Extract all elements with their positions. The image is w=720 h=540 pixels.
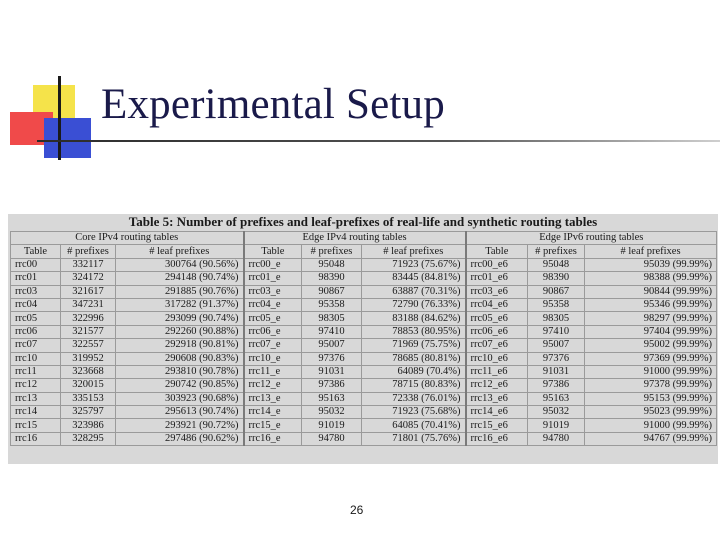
table-cell: 323668 — [61, 365, 116, 378]
group-header: Edge IPv4 routing tables — [244, 232, 466, 245]
table-cell: rrc15_e6 — [466, 419, 528, 432]
table-cell: rrc10 — [11, 352, 61, 365]
table-cell: 321577 — [61, 325, 116, 338]
table-body — [11, 258, 717, 445]
table-cell: 72338 (76.01%) — [362, 392, 466, 405]
table-cell: rrc16_e6 — [466, 432, 528, 445]
title-underline — [37, 140, 720, 142]
column-header-row — [11, 245, 717, 258]
slide-title: Experimental Setup — [101, 81, 445, 128]
table-cell: 98388 (99.99%) — [585, 272, 717, 285]
table-cell: 322996 — [61, 312, 116, 325]
table-cell: rrc00_e6 — [466, 258, 528, 271]
table-cell: rrc11 — [11, 365, 61, 378]
table-cell: 94767 (99.99%) — [585, 432, 717, 445]
table-cell: 95039 (99.99%) — [585, 258, 717, 271]
table-cell: 71969 (75.75%) — [362, 339, 466, 352]
table-cell: rrc01_e — [244, 272, 302, 285]
table-cell: 64089 (70.4%) — [362, 365, 466, 378]
table-cell: 95002 (99.99%) — [585, 339, 717, 352]
table-cell: 98390 — [302, 272, 362, 285]
table-cell: 91019 — [528, 419, 585, 432]
table-cell: 293810 (90.78%) — [116, 365, 244, 378]
table-cell: rrc01 — [11, 272, 61, 285]
table-cell: rrc06_e6 — [466, 325, 528, 338]
table-cell: rrc07_e6 — [466, 339, 528, 352]
table-cell: 95163 — [528, 392, 585, 405]
table-cell: 293099 (90.74%) — [116, 312, 244, 325]
table-cell: rrc04_e6 — [466, 298, 528, 311]
table-cell: 71923 (75.67%) — [362, 258, 466, 271]
table-cell: rrc06 — [11, 325, 61, 338]
table-caption: Table 5: Number of prefixes and leaf-prefixes of real-life and synthetic routing tables — [128, 214, 598, 229]
table-cell: 63887 (70.31%) — [362, 285, 466, 298]
table-cell: rrc04_e — [244, 298, 302, 311]
table-row — [11, 339, 717, 352]
table-cell: 91031 — [302, 365, 362, 378]
table-cell: 71923 (75.68%) — [362, 406, 466, 419]
table-cell: rrc14_e6 — [466, 406, 528, 419]
column-header: # leaf prefixes — [585, 245, 717, 258]
table-cell: 319952 — [61, 352, 116, 365]
table-row — [11, 272, 717, 285]
table-row — [11, 258, 717, 271]
group-header-row — [11, 232, 717, 245]
table-cell: rrc15_e — [244, 419, 302, 432]
table-cell: 72790 (76.33%) — [362, 298, 466, 311]
table-cell: 317282 (91.37%) — [116, 298, 244, 311]
table-cell: rrc10_e6 — [466, 352, 528, 365]
table-cell: rrc03_e — [244, 285, 302, 298]
table-cell: 98297 (99.99%) — [585, 312, 717, 325]
table-cell: 91000 (99.99%) — [585, 365, 717, 378]
group-header: Core IPv4 routing tables — [11, 232, 244, 245]
table-cell: 320015 — [61, 379, 116, 392]
table-row — [11, 432, 717, 445]
table-cell: rrc04 — [11, 298, 61, 311]
table-cell: 94780 — [302, 432, 362, 445]
table-cell: rrc16_e — [244, 432, 302, 445]
vertical-rule — [58, 76, 61, 160]
table-cell: 97404 (99.99%) — [585, 325, 717, 338]
table-cell: 97386 — [528, 379, 585, 392]
table-cell: 95153 (99.99%) — [585, 392, 717, 405]
table-image — [8, 214, 718, 464]
table-cell: rrc13_e — [244, 392, 302, 405]
table-cell: rrc11_e — [244, 365, 302, 378]
table-cell: 98390 — [528, 272, 585, 285]
table-cell: rrc13_e6 — [466, 392, 528, 405]
table-cell: 91000 (99.99%) — [585, 419, 717, 432]
table-cell: 328295 — [61, 432, 116, 445]
table-cell: 290742 (90.85%) — [116, 379, 244, 392]
table-row — [11, 365, 717, 378]
table-cell: 98305 — [302, 312, 362, 325]
table-cell: 95023 (99.99%) — [585, 406, 717, 419]
table-cell: 90867 — [302, 285, 362, 298]
table-row — [11, 406, 717, 419]
table-cell: rrc11_e6 — [466, 365, 528, 378]
table-cell: rrc06_e — [244, 325, 302, 338]
table-cell: 95032 — [528, 406, 585, 419]
column-header: Table — [244, 245, 302, 258]
table-cell: rrc07_e — [244, 339, 302, 352]
routing-tables-table — [10, 231, 717, 446]
table-cell: 91019 — [302, 419, 362, 432]
column-header: # prefixes — [528, 245, 585, 258]
column-header: Table — [466, 245, 528, 258]
table-cell: 290608 (90.83%) — [116, 352, 244, 365]
table-cell: 95163 — [302, 392, 362, 405]
table-cell: 347231 — [61, 298, 116, 311]
table-cell: 335153 — [61, 392, 116, 405]
column-header: # leaf prefixes — [116, 245, 244, 258]
table-cell: 321617 — [61, 285, 116, 298]
table-cell: rrc05_e6 — [466, 312, 528, 325]
table-cell: 91031 — [528, 365, 585, 378]
table-cell: 95007 — [302, 339, 362, 352]
table-row — [11, 285, 717, 298]
table-cell: 95358 — [302, 298, 362, 311]
table-cell: 97378 (99.99%) — [585, 379, 717, 392]
table-row — [11, 419, 717, 432]
table-cell: 97376 — [528, 352, 585, 365]
table-cell: 95048 — [302, 258, 362, 271]
table-cell: 95032 — [302, 406, 362, 419]
table-cell: 332117 — [61, 258, 116, 271]
table-cell: 293921 (90.72%) — [116, 419, 244, 432]
table-cell: rrc12_e — [244, 379, 302, 392]
table-cell: 324172 — [61, 272, 116, 285]
table-cell: 78715 (80.83%) — [362, 379, 466, 392]
table-row — [11, 352, 717, 365]
table-cell: 97369 (99.99%) — [585, 352, 717, 365]
table-cell: 325797 — [61, 406, 116, 419]
blue-square-decoration — [44, 118, 91, 158]
table-row — [11, 298, 717, 311]
table-cell: rrc14 — [11, 406, 61, 419]
table-cell: 95346 (99.99%) — [585, 298, 717, 311]
table-cell: 292260 (90.88%) — [116, 325, 244, 338]
table-cell: 97410 — [302, 325, 362, 338]
page-number: 26 — [350, 503, 364, 517]
table-row — [11, 379, 717, 392]
table-row — [11, 325, 717, 338]
table-cell: rrc05_e — [244, 312, 302, 325]
table-cell: rrc13 — [11, 392, 61, 405]
group-header: Edge IPv6 routing tables — [466, 232, 717, 245]
table-cell: 94780 — [528, 432, 585, 445]
table-cell: 97376 — [302, 352, 362, 365]
table-cell: 294148 (90.74%) — [116, 272, 244, 285]
table-cell: 300764 (90.56%) — [116, 258, 244, 271]
table-cell: rrc05 — [11, 312, 61, 325]
table-row — [11, 392, 717, 405]
table-cell: rrc12_e6 — [466, 379, 528, 392]
table-cell: rrc12 — [11, 379, 61, 392]
table-cell: 297486 (90.62%) — [116, 432, 244, 445]
table-cell: 291885 (90.76%) — [116, 285, 244, 298]
table-cell: 97386 — [302, 379, 362, 392]
table-cell: rrc00 — [11, 258, 61, 271]
table-cell: rrc00_e — [244, 258, 302, 271]
table-cell: 83445 (84.81%) — [362, 272, 466, 285]
table-cell: 64085 (70.41%) — [362, 419, 466, 432]
table-cell: rrc03_e6 — [466, 285, 528, 298]
table-cell: rrc07 — [11, 339, 61, 352]
column-header: # prefixes — [61, 245, 116, 258]
table-cell: rrc01_e6 — [466, 272, 528, 285]
table-cell: 71801 (75.76%) — [362, 432, 466, 445]
table-cell: 90867 — [528, 285, 585, 298]
table-cell: 303923 (90.68%) — [116, 392, 244, 405]
table-cell: 322557 — [61, 339, 116, 352]
table-cell: 292918 (90.81%) — [116, 339, 244, 352]
table-cell: 95007 — [528, 339, 585, 352]
table-row — [11, 312, 717, 325]
table-cell: 78685 (80.81%) — [362, 352, 466, 365]
table-cell: rrc16 — [11, 432, 61, 445]
column-header: Table — [11, 245, 61, 258]
table-cell: rrc14_e — [244, 406, 302, 419]
table-cell: 95048 — [528, 258, 585, 271]
table-cell: 295613 (90.74%) — [116, 406, 244, 419]
table-cell: 98305 — [528, 312, 585, 325]
table-cell: 83188 (84.62%) — [362, 312, 466, 325]
table-cell: 78853 (80.95%) — [362, 325, 466, 338]
table-cell: 97410 — [528, 325, 585, 338]
column-header: # leaf prefixes — [362, 245, 466, 258]
table-cell: 95358 — [528, 298, 585, 311]
table-cell: 323986 — [61, 419, 116, 432]
table-cell: 90844 (99.99%) — [585, 285, 717, 298]
table-cell: rrc15 — [11, 419, 61, 432]
table-cell: rrc03 — [11, 285, 61, 298]
column-header: # prefixes — [302, 245, 362, 258]
table-cell: rrc10_e — [244, 352, 302, 365]
